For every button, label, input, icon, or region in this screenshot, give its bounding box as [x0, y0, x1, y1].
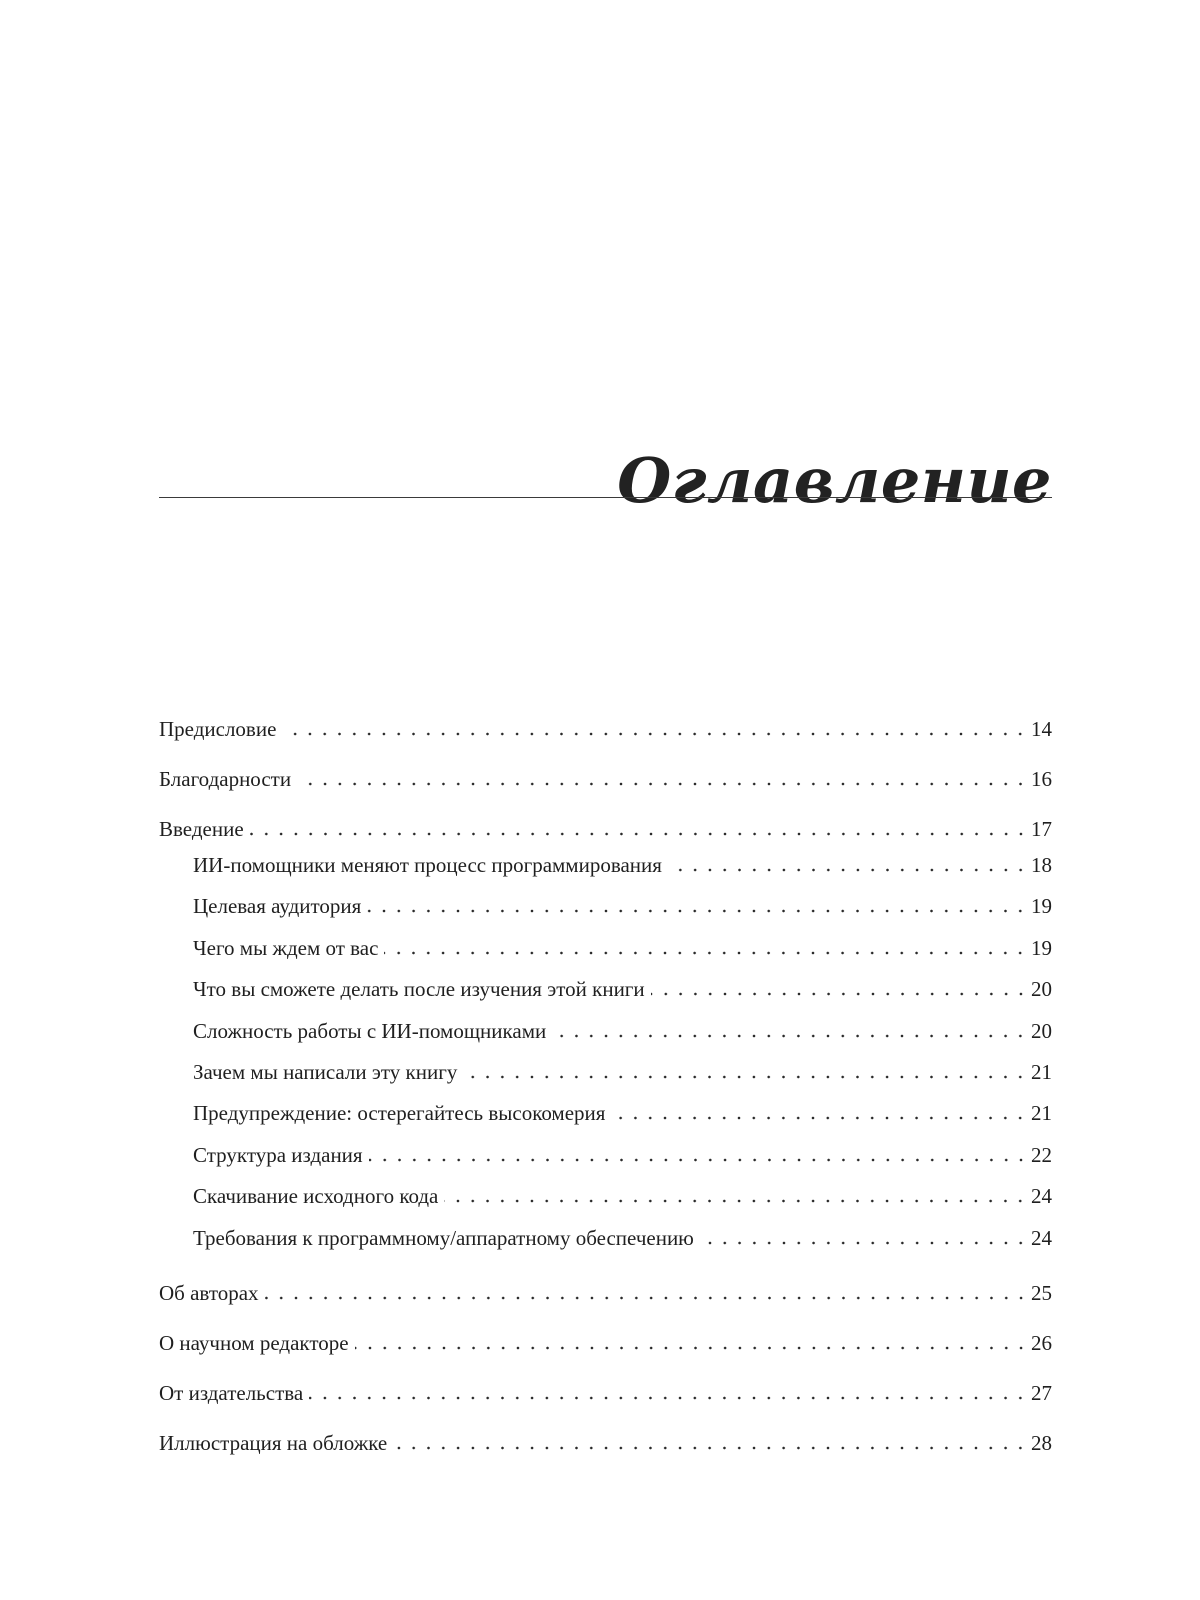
toc-entry-label: Чего мы ждем от вас	[193, 935, 379, 960]
toc-entry-page: 20	[1031, 1018, 1052, 1043]
toc-entry-label: Благодарности	[159, 767, 292, 791]
dot-leader	[463, 1075, 1028, 1079]
toc-entry-label: От издательства	[159, 1380, 304, 1405]
toc-entry-page: 19	[1031, 894, 1052, 919]
toc-entry-preface[interactable]	[159, 713, 1052, 745]
toc-subentry-warning[interactable]	[159, 1093, 1052, 1134]
dot-leader	[265, 1296, 1028, 1300]
dot-leader	[444, 1199, 1028, 1203]
dot-leader	[651, 992, 1028, 996]
toc-entry-label: Введение	[159, 817, 244, 841]
toc-entry-label: Скачивание исходного кода	[193, 1184, 439, 1209]
toc-entry-page: 26	[1031, 1330, 1052, 1355]
toc-subentry-audience[interactable]	[159, 886, 1052, 927]
toc-entry-introduction[interactable]	[159, 813, 1052, 845]
toc-entry-page: 24	[1031, 1225, 1052, 1250]
toc-entry-about-authors[interactable]	[159, 1277, 1052, 1309]
dot-leader	[282, 732, 1028, 736]
toc-entry-cover-illustration[interactable]	[159, 1427, 1052, 1459]
table-of-contents	[159, 713, 1052, 1459]
toc-subentry-outcomes[interactable]	[159, 969, 1052, 1010]
toc-entry-label: Иллюстрация на обложке	[159, 1430, 388, 1455]
toc-entry-label: Что вы сможете делать после изучения этой книги	[193, 977, 645, 1002]
toc-entry-about-editor[interactable]	[159, 1327, 1052, 1359]
toc-entry-publisher[interactable]	[159, 1377, 1052, 1409]
dot-leader	[297, 782, 1028, 786]
dot-leader	[309, 1396, 1028, 1400]
toc-entry-page: 21	[1031, 1059, 1052, 1084]
toc-entry-page: 22	[1031, 1142, 1052, 1167]
toc-subentry-ai-assistants[interactable]	[159, 845, 1052, 886]
toc-subentry-expectations[interactable]	[159, 928, 1052, 969]
dot-leader	[700, 1241, 1028, 1245]
toc-subentry-source-code[interactable]	[159, 1176, 1052, 1217]
toc-entry-page: 27	[1031, 1380, 1052, 1405]
title-rule	[159, 497, 1052, 498]
page-title: Оглавление	[617, 443, 1052, 517]
dot-leader	[393, 1446, 1028, 1450]
toc-entry-acknowledgements[interactable]	[159, 763, 1052, 795]
toc-entry-page: 17	[1031, 817, 1052, 841]
toc-entry-page: 28	[1031, 1430, 1052, 1455]
dot-leader	[611, 1116, 1028, 1120]
toc-entry-page: 16	[1031, 767, 1052, 791]
toc-entry-label: Об авторах	[159, 1280, 259, 1305]
toc-entry-page: 21	[1031, 1101, 1052, 1126]
toc-entry-page: 14	[1031, 717, 1052, 741]
toc-entry-label: О научном редакторе	[159, 1330, 349, 1355]
dot-leader	[367, 909, 1028, 913]
dot-leader	[355, 1346, 1028, 1350]
toc-entry-label: Целевая аудитория	[193, 894, 362, 919]
toc-entry-label: Сложность работы с ИИ-помощниками	[193, 1018, 547, 1043]
toc-entry-label: Зачем мы написали эту книгу	[193, 1059, 458, 1084]
toc-entry-page: 19	[1031, 935, 1052, 960]
toc-entry-page: 20	[1031, 977, 1052, 1002]
toc-entry-page: 18	[1031, 853, 1052, 877]
toc-subentry-complexity[interactable]	[159, 1011, 1052, 1052]
dot-leader	[668, 868, 1028, 872]
toc-entry-label: Требования к программному/аппаратному обеспечению	[193, 1225, 694, 1250]
toc-entry-label: Структура издания	[193, 1142, 363, 1167]
toc-entry-label: Предисловие	[159, 717, 277, 741]
toc-entry-page: 25	[1031, 1280, 1052, 1305]
toc-subentry-why-this-book[interactable]	[159, 1052, 1052, 1093]
dot-leader	[369, 1158, 1028, 1162]
toc-subentry-requirements[interactable]	[159, 1218, 1052, 1259]
dot-leader	[250, 832, 1028, 836]
toc-entry-page: 24	[1031, 1184, 1052, 1209]
dot-leader	[384, 951, 1028, 955]
dot-leader	[552, 1034, 1028, 1038]
toc-entry-label: ИИ-помощники меняют процесс программирования	[193, 853, 662, 877]
toc-subentry-structure[interactable]	[159, 1135, 1052, 1176]
toc-entry-label: Предупреждение: остерегайтесь высокомерия	[193, 1101, 606, 1126]
